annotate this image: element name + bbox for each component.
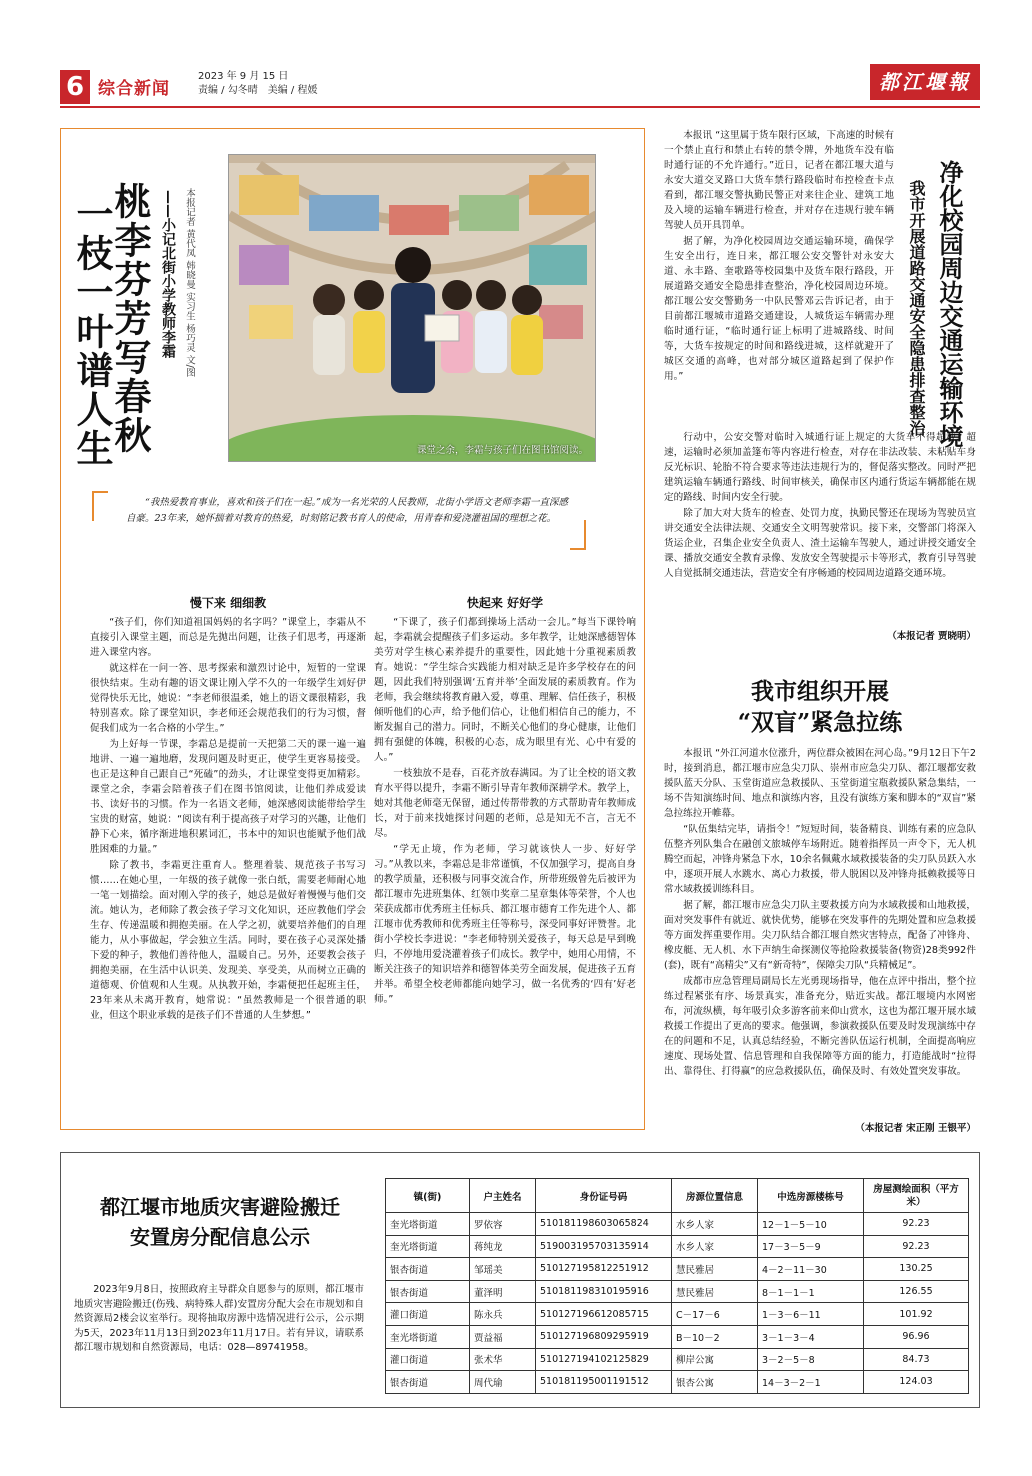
- table-cell: 510181198603065824: [536, 1213, 672, 1236]
- table-cell: C－17－6: [672, 1303, 758, 1326]
- paragraph: 据了解，都江堰市应急尖刀队主要救援方向为水域救援和山地救援，面对突发事件有就近、就快优势，能够在突发事件的先期处置和应急救援等方面发挥重要作用。尖刀队结合都江堰自然灾害特点，配备了冲锋舟、橡皮艇、无人机、水下声纳生命探测仪等抢险救援装备(物资)28类992件(套)，既有“高精尖”又有“新奇特”，保障尖刀队“兵精械足”。: [664, 900, 976, 971]
- table-cell: 510181195001191512: [536, 1371, 672, 1394]
- table-cell: 101.92: [864, 1303, 969, 1326]
- table-cell: 510181198310195916: [536, 1280, 672, 1303]
- page-number: 6: [60, 70, 90, 104]
- notice-title-line2: 安置房分配信息公示: [130, 1225, 310, 1249]
- header-rule: [60, 106, 980, 108]
- column-b-heading: 快起来 好好学: [466, 596, 544, 610]
- drill-headline-line2: “双盲”紧急拉练: [737, 709, 903, 736]
- masthead-logo: 都江堰報: [870, 64, 980, 100]
- traffic-signature: （本报记者 贾晓明）: [887, 631, 976, 642]
- photo-caption: 课堂之余，李霜与孩子们在图书馆阅读。: [416, 445, 588, 456]
- table-cell: 510127196809295919: [536, 1325, 672, 1348]
- table-cell: 周代瑜: [470, 1371, 536, 1394]
- table-row: [386, 1371, 969, 1394]
- traffic-body-narrow: [664, 128, 894, 385]
- feature-subtitle: ——小记北街小学教师李霜: [160, 190, 176, 358]
- editors-line: 责编 / 勾冬晴 美编 / 程媛: [198, 85, 318, 96]
- allocation-table: [385, 1178, 969, 1394]
- table-cell: 邹瑶美: [470, 1258, 536, 1281]
- col-header: 户主姓名: [470, 1179, 536, 1213]
- table-cell: 银杏街道: [386, 1258, 470, 1281]
- table-cell: 蒋纯龙: [470, 1235, 536, 1258]
- paragraph: “学无止境，作为老师，学习就该快人一步、好好学习。”从教以来，李霜总是非常谨慎，不仅加强学习，提高自身的教学质量，还积极与同事交流合作，所带班级曾先后被评为都江堰市先进班集体、红领巾奖章二星章集体等荣誉，个人也荣获成都市优秀班主任标兵、都江堰市德育工作先进个人、都江堰市优秀教师和优秀班主任等称号，深受同事好评赞誉。北街小学校长李进说：“李老师特别关爱孩子，每天总是早到晚归，不停地用爱浇灌着孩子们成长。教学中，她用心用情，不断关注孩子的知识培养和德智体美劳全面发展，促进孩子五育并举。希望全校老师都能向她学习，做一名优秀的‘四有’好老师。”: [374, 844, 636, 1005]
- paragraph: 就这样在一问一答、思考探索和激烈讨论中，短暂的一堂课很快结束。生动有趣的语文课让刚入学不久的一年级学生刘好伊觉得快乐无比，她说：“李老师很温柔，她上的语文课很精彩，我特别喜欢。除了课堂知识，李老师还会规范我们的行为习惯，督促我们成为一名合格的小学生。”: [90, 663, 366, 734]
- table-cell: 水乡人家: [672, 1213, 758, 1236]
- library-photo-illustration: [229, 155, 596, 462]
- table-cell: 84.73: [864, 1348, 969, 1371]
- table-row: [386, 1348, 969, 1371]
- table-cell: 8－1－1－1: [758, 1280, 864, 1303]
- feature-byline: 本报记者 黄代凤 韩晓曼 实习生 杨巧灵 文/图: [184, 188, 195, 378]
- col-header: 房源位置信息: [672, 1179, 758, 1213]
- col-header: 身份证号码: [536, 1179, 672, 1213]
- col-header: 中选房源楼栋号: [758, 1179, 864, 1213]
- table-cell: 水乡人家: [672, 1235, 758, 1258]
- table-row: [386, 1213, 969, 1236]
- table-cell: 4－2－11－30: [758, 1258, 864, 1281]
- notice-title: [70, 1192, 370, 1252]
- paragraph: 为上好每一节课，李霜总是提前一天把第二天的课一遍一遍地讲、一遍一遍地磨，发现问题及时更正，使学生更容易接受。也正是这种自己跟自己“死磕”的劲头，才让课堂变得更加精彩。课堂之余，李霜会陪着孩子们在图书馆阅读，让他们养成爱读书、读好书的习惯。作为一名语文老师，她深感阅读能带给学生宝贵的财富，她说：“阅读有利于提高孩子对学习的兴趣，让他们静下心来，循序渐进地积累词汇，书本中的知识也能赋予他们战胜困难的力量。”: [90, 739, 366, 855]
- paragraph: 本报讯 “这里属于货车限行区域，下高速的时候有一个禁止直行和禁止右转的禁令牌，外地货车没有临时通行证的不允许通行。”近日，记者在都江堰大道与永安大道交叉路口大货车禁行路段临时布控检查卡点看到，都江堰交警执勤民警正对来往企业、建筑工地及入境的运输车辆进行检查，并对存在违规行驶车辆驾驶人员开具罚单。: [664, 130, 894, 231]
- table-cell: 贾益福: [470, 1325, 536, 1348]
- paragraph: 行动中，公安交警对临时入城通行证上规定的大货车不得超载、超速，运输时必须加盖篷布等内容进行检查，对存在非法改装、未粘贴车身反光标识、轮胎不符合要求等违法违规行为的，督促落实整改。同时严把建筑运输车辆通行路线、时间审核关，确保市区内通行货运车辆都能在规定的路线、时间内安全行驶。: [664, 432, 976, 503]
- table-cell: 126.55: [864, 1280, 969, 1303]
- feature-column-a: [90, 594, 366, 1024]
- table-cell: 奎光塔街道: [386, 1235, 470, 1258]
- table-cell: 银杏街道: [386, 1371, 470, 1394]
- table-cell: 陈永兵: [470, 1303, 536, 1326]
- table-cell: 银杏街道: [386, 1280, 470, 1303]
- table-row: [386, 1258, 969, 1281]
- drill-signature: （本报记者 宋正刚 王银平）: [855, 1123, 976, 1134]
- notice-text: 2023年9月8日，按照政府主导群众自愿参与的原则，都江堰市地质灾害避险搬迁(伤残、病特殊人群)安置房分配大会在市规划和自然资源局2楼会议室举行。现将抽取房源中选情况进行公示，公示期为5天，2023年11月13日到2023年11月17日。若有异议，请联系都江堰市规划和自然资源局，电话：028—89741958。: [74, 1284, 364, 1353]
- table-row: [386, 1325, 969, 1348]
- table-cell: 14－3－2－1: [758, 1371, 864, 1394]
- feature-column-b: [374, 594, 636, 1008]
- traffic-subheadline: 我市开展道路交通安全隐患排查整治: [907, 180, 926, 436]
- table-cell: 慧民雅居: [672, 1280, 758, 1303]
- table-cell: 灌口街道: [386, 1348, 470, 1371]
- table-row: [386, 1280, 969, 1303]
- table-cell: 510127196612085715: [536, 1303, 672, 1326]
- table-cell: 银杏公寓: [672, 1371, 758, 1394]
- table-cell: 92.23: [864, 1213, 969, 1236]
- table-cell: 17－3－5－9: [758, 1235, 864, 1258]
- notice-title-line1: 都江堰市地质灾害避险搬迁: [100, 1195, 340, 1219]
- feature-pull-quote: “我热爱教育事业，喜欢和孩子们在一起。”成为一名光荣的人民教师，北街小学语文老师李霜一直深感自豪。23年来，她怀揣着对教育的热爱，时刻铭记教书育人的使命，用青春和爱浇灌祖国的理想之花。: [126, 497, 568, 524]
- drill-headline-line1: 我市组织开展: [751, 678, 889, 705]
- paragraph: “队伍集结完毕，请指令！”短短时间，装备精良、训练有素的应急队伍整齐列队集合在融创文旅城停车场附近。随着指挥员一声令下，无人机腾空而起，冲锋舟紧急下水，10余名佩戴水域救援装备的尖刀队员跃入水中，逐项开展人水跳水、离心力救援，带人脱困以及冲锋舟抵赖救援等日常水域救援训练科目。: [664, 824, 976, 895]
- table-row: [386, 1303, 969, 1326]
- feature-photo: [228, 154, 596, 462]
- paragraph: 一枝独放不是春，百花齐放春满园。为了让全校的语文教育水平得以提升，李霜不断引导青年教师深耕学术。教学上，她对其他老师毫无保留，通过传帮带教的方式帮助青年教师成长，对于前来找她探讨问题的老师，总是知无不言，言无不尽。: [374, 768, 636, 839]
- table-cell: 董泽明: [470, 1280, 536, 1303]
- table-cell: 510127194102125829: [536, 1348, 672, 1371]
- table-cell: 灌口街道: [386, 1303, 470, 1326]
- table-cell: 12－1－5－10: [758, 1213, 864, 1236]
- paragraph: “孩子们，你们知道祖国妈妈的名字吗？”课堂上，李霜从不直接引入课堂主题，而总是先抛出问题，让孩子们思考，再逐渐进入课堂内容。: [90, 617, 366, 658]
- table-cell: 96.96: [864, 1325, 969, 1348]
- table-cell: 519003195703135914: [536, 1235, 672, 1258]
- paragraph: 本报讯 “外江河道水位涨升，两位群众被困在河心岛。”9月12日下午2时，接到消息，都江堰市应急尖刀队、崇州市应急尖刀队、都江堰都安救援队蓝天分队、玉堂街道应急救援队、玉堂街道宝瓶救援队紧急集结，一场不告知演练时间、地点和演练内容，且没有演练方案和脚本的“双盲”紧急拉练拉开帷幕。: [664, 748, 976, 819]
- table-cell: B－10－2: [672, 1325, 758, 1348]
- table-cell: 3－1－3－4: [758, 1325, 864, 1348]
- paragraph: “下课了，孩子们都到操场上活动一会儿。”每当下课铃响起，李霜就会提醒孩子们多运动。多年教学，让她深感德智体美劳对学生核心素养提升的重要性，因此她十分重视素质教育。她说：“学生综合实践能力相对缺乏是许多学校存在的问题，因此我们特别强调‘五育并举’全面发展的素质教育。作为老师，我会继续将教育融入爱，尊重、理解、信任孩子，积极倾听他们的心声，给予他们信心，让他们相信自己的能力，不断发掘自己的潜力。同时，不断关心他们的身心健康，让他们拥有强健的体魄，积极的心态，成为眼里有光、心中有爱的人。”: [374, 617, 636, 763]
- table-cell: 柳岸公寓: [672, 1348, 758, 1371]
- traffic-body-wide: [664, 430, 976, 582]
- issue-date: 2023 年 9 月 15 日: [198, 71, 289, 82]
- feature-title-line2: 一枝一叶谱人生: [70, 195, 114, 468]
- paragraph: 除了加大对大货车的检查、处罚力度，执勤民警还在现场为驾驶员宣讲交通安全法律法规、交通安全文明驾驶常识。接下来，交警部门将深入货运企业，召集企业安全负责人、渣土运输车驾驶人，通过讲授交通安全课、播放交通安全教育录像、发放安全驾驶提示卡等形式，教育引导驾驶人自觉抵制交通违法，营造安全有序畅通的校园周边道路交通环境。: [664, 508, 976, 579]
- col-header: 房屋测绘面积（平方米）: [864, 1179, 969, 1213]
- issue-info: [198, 70, 317, 98]
- table-cell: 奎光塔街道: [386, 1213, 470, 1236]
- table-cell: 510127195812251912: [536, 1258, 672, 1281]
- paragraph: 成都市应急管理局副局长左光勇现场指导，他在点评中指出，整个拉练过程紧张有序、场景真实，准备充分，贴近实战。都江堰境内水网密布，河流纵横，每年吸引众多游客前来仰山赏水，这也为都江堰开展水域救援工作提出了更高的要求。他强调，参演救援队伍要及时发现演练中存在的问题和不足，认真总结经验，不断完善队伍运行机制，全面提高响应速度、现场处置、信息管理和自我保障等方面的能力，打造能战时“拉得出、靠得住、打得赢”的应急救援队伍，确保及时、有效处置突发事故。: [664, 976, 976, 1077]
- table-cell: 3－2－5－8: [758, 1348, 864, 1371]
- section-title: 综合新闻: [98, 79, 170, 99]
- paragraph: 除了教书，李霜更注重育人。整理着装、规范孩子书写习惯……在她心里，一年级的孩子就像一张白纸，需要老师耐心地一笔一划描绘。面对刚入学的孩子，她总是做好着慢慢与他们交流。她认为，老师除了教会孩子学习文化知识，还应教他们学会生存、传递温暖和拥抱美丽。在人学之初，就要培养他们的自理能力，从小事做起，学会独立生活。同时，要在孩子心灵深处播下爱的种子，教他们善待他人，温暖自己。另外，还要教会孩子拥抱美丽，在生活中认识美、发现美、享受美，从而树立正确的道德观、价值观和人生观。从执教开始，李霜便把任起班主任，23年来从未离开教育，她常说：“虽然教师是一个很普通的职业，但这个职业承载的是孩子们不普通的人生梦想。”: [90, 860, 366, 1021]
- paragraph: 据了解，为净化校园周边交通运输环境，确保学生安全出行，连日来，都江堰公安交警针对永安大道、永丰路、奎歌路等校园集中及货车限行路段，开展道路交通安全隐患排查整治，净化校园周边环境。都江堰公安交警勤务一中队民警邓云告诉记者，由于目前都江堰城市道路交通建设，人城货运车辆需办理临时通行证，“临时通行证上标明了进城路线、时间等，大货车按规定的时间和路线进城，这样就避开了城区交通的高峰，也对部分城区道路起到了保护作用。”: [664, 236, 894, 382]
- table-cell: 1－3－6－11: [758, 1303, 864, 1326]
- table-cell: 罗依容: [470, 1213, 536, 1236]
- table-cell: 124.03: [864, 1371, 969, 1394]
- column-a-heading: 慢下来 细细教: [189, 596, 267, 610]
- col-header: 镇(街): [386, 1179, 470, 1213]
- drill-headline: [664, 676, 976, 738]
- drill-body: [664, 746, 976, 1080]
- table-cell: 奎光塔街道: [386, 1325, 470, 1348]
- table-row: [386, 1235, 969, 1258]
- table-cell: 92.23: [864, 1235, 969, 1258]
- table-header-row: [386, 1179, 969, 1213]
- table-cell: 130.25: [864, 1258, 969, 1281]
- table-cell: 张术华: [470, 1348, 536, 1371]
- traffic-headline: 净化校园周边交通运输环境: [935, 160, 964, 448]
- table-cell: 慧民雅居: [672, 1258, 758, 1281]
- feature-title-line1: 桃李芬芳写春秋: [108, 182, 152, 455]
